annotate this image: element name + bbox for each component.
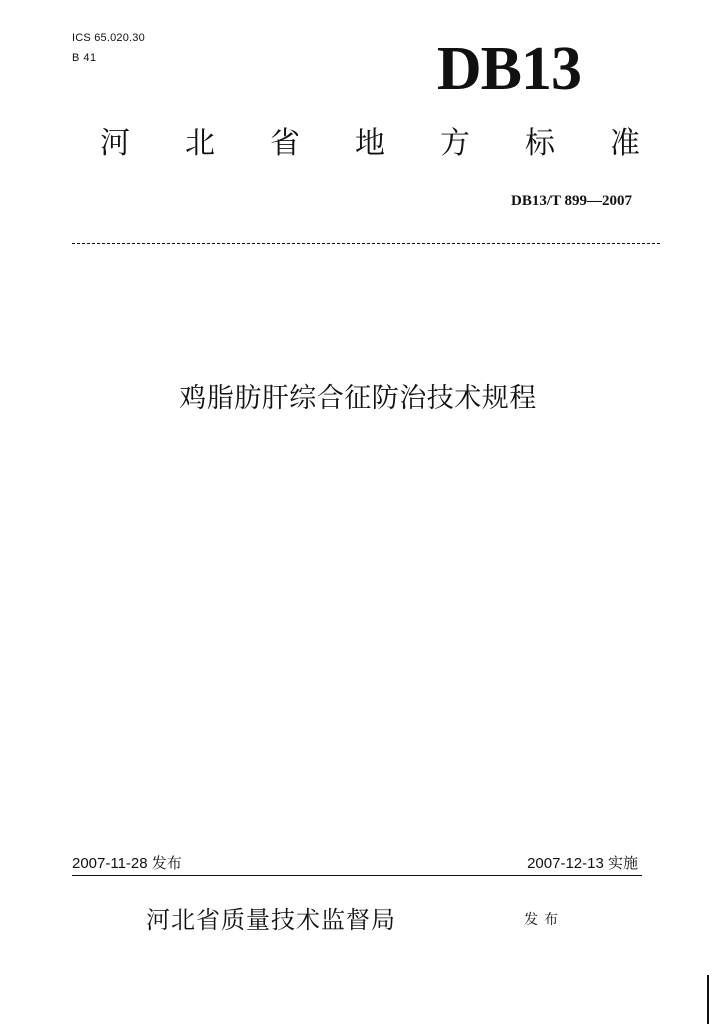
category-char: 省: [270, 126, 300, 161]
issue-label: 发布: [524, 912, 564, 928]
footer-divider: [72, 875, 642, 876]
category-char: 方: [440, 126, 470, 161]
header-divider: [72, 243, 660, 244]
standard-category: [100, 124, 640, 164]
ccs-code: B 41: [72, 52, 97, 64]
standard-logo: DB13: [436, 35, 581, 103]
category-char: 北: [185, 126, 215, 161]
category-char: 河: [100, 126, 130, 161]
standard-number: DB13/T 899—2007: [511, 193, 632, 209]
ics-code: ICS 65.020.30: [72, 32, 145, 44]
category-char: 地: [355, 126, 385, 161]
category-char: 标: [525, 126, 555, 161]
issue-date: 2007-11-28 发布: [72, 855, 182, 872]
implementation-date: 2007-12-13 实施: [527, 855, 638, 872]
issuing-authority: 河北省质量技术监督局: [146, 906, 396, 934]
category-char: 准: [610, 126, 640, 161]
document-title: 鸡脂肪肝综合征防治技术规程: [179, 383, 537, 414]
scan-edge-mark: [707, 975, 709, 1024]
